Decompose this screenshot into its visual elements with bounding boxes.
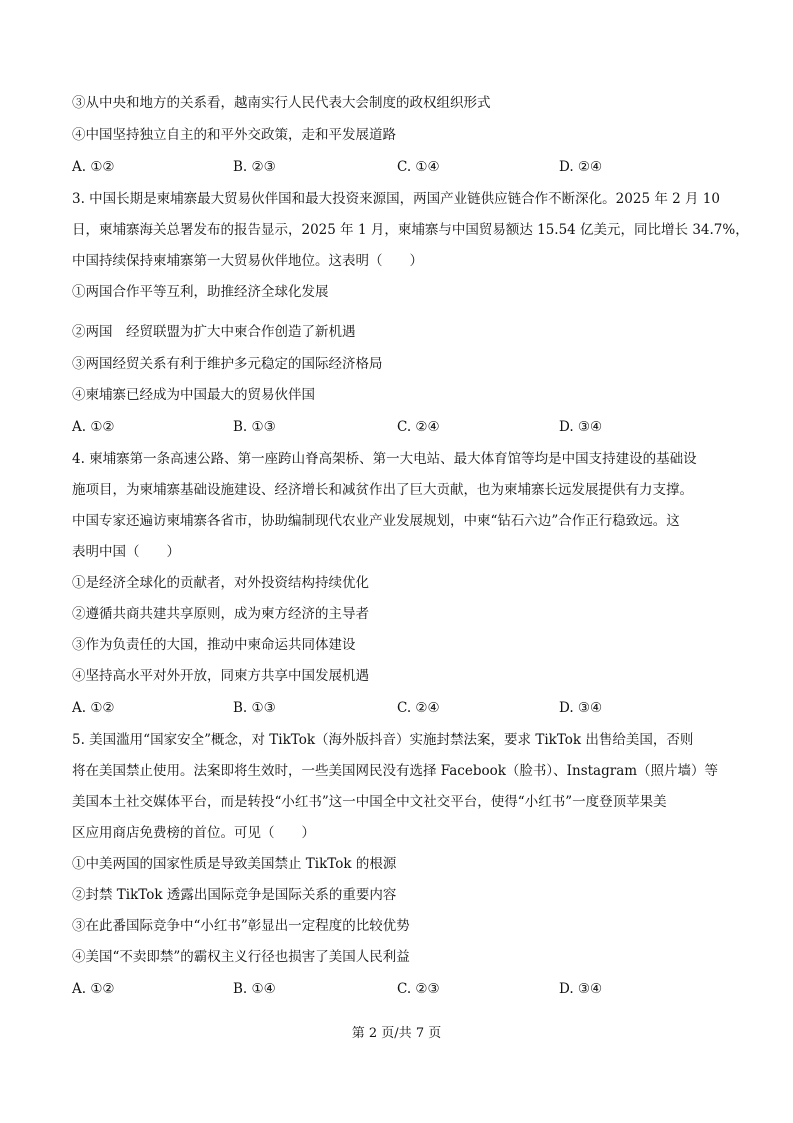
q2-item-4: ④中国坚持独立自主的和平外交政策，走和平发展道路 bbox=[72, 127, 396, 143]
q3-item-4: ④柬埔寨已经成为中国最大的贸易伙伴国 bbox=[72, 387, 315, 403]
q2-option-d: D. ②④ bbox=[559, 159, 603, 175]
q4-option-b: B. ①③ bbox=[233, 700, 276, 716]
q5-options bbox=[72, 979, 722, 999]
q4-item-4: ④坚持高水平对外开放，同柬方共享中国发展机遇 bbox=[72, 668, 369, 684]
q5-option-d: D. ③④ bbox=[559, 981, 603, 997]
q4-option-d: D. ③④ bbox=[559, 700, 603, 716]
q4-stem-line-1: 4. 柬埔寨第一条高速公路、第一座跨山脊高架桥、第一大电站、最大体育馆等均是中国支持建设的基础设 bbox=[72, 451, 697, 467]
q3-item-2: ②两国 经贸联盟为扩大中柬合作创造了新机遇 bbox=[72, 324, 356, 340]
q3-option-a: A. ①② bbox=[72, 419, 115, 435]
q3-stem-line-3: 中国持续保持柬埔寨第一大贸易伙伴地位。这表明（ ） bbox=[72, 253, 423, 269]
q5-item-4: ④美国“不卖即禁”的霸权主义行径也损害了美国人民利益 bbox=[72, 949, 410, 965]
q5-item-1: ①中美两国的国家性质是导致美国禁止 TikTok 的根源 bbox=[72, 856, 397, 872]
q5-stem-line-1: 5. 美国滥用“国家安全”概念，对 TikTok（海外版抖音）实施封禁法案，要求 TikTok 出售给美国，否则 bbox=[72, 732, 694, 748]
q4-item-3: ③作为负责任的大国，推动中柬命运共同体建设 bbox=[72, 637, 356, 653]
q5-option-c: C. ②③ bbox=[397, 981, 440, 997]
q2-options bbox=[72, 157, 722, 177]
q5-option-a: A. ①② bbox=[72, 981, 115, 997]
q5-option-b: B. ①④ bbox=[233, 981, 276, 997]
q4-stem-line-3: 中国专家还遍访柬埔寨各省市，协助编制现代农业产业发展规划，中柬“钻石六边”合作正行稳致远。这 bbox=[72, 513, 680, 529]
q4-item-1: ①是经济全球化的贡献者，对外投资结构持续优化 bbox=[72, 575, 369, 591]
q4-options bbox=[72, 698, 722, 718]
q3-stem-line-1: 3. 中国长期是柬埔寨最大贸易伙伴国和最大投资来源国，两国产业链供应链合作不断深化。2025 年 2 月 10 bbox=[72, 191, 720, 207]
q2-option-a: A. ①② bbox=[72, 159, 115, 175]
q5-item-3: ③在此番国际竞争中“小红书”彰显出一定程度的比较优势 bbox=[72, 918, 410, 934]
q5-stem-line-2: 将在美国禁止使用。法案即将生效时，一些美国网民没有选择 Facebook（脸书）、Instagram（照片墙）等 bbox=[72, 763, 719, 779]
q4-item-2: ②遵循共商共建共享原则，成为柬方经济的主导者 bbox=[72, 606, 369, 622]
q3-item-3: ③两国经贸关系有利于维护多元稳定的国际经济格局 bbox=[72, 356, 383, 372]
q4-stem-line-2: 施项目，为柬埔寨基础设施建设、经济增长和减贫作出了巨大贡献，也为柬埔寨长远发展提供有力支撑。 bbox=[72, 482, 693, 498]
page-number: 第 2 页/共 7 页 bbox=[351, 1026, 442, 1041]
q3-stem-line-2: 日，柬埔寨海关总署发布的报告显示，2025 年 1 月，柬埔寨与中国贸易额达 15.54 亿美元，同比增长 34.7%， bbox=[72, 222, 749, 238]
q5-stem-line-4: 区应用商店免费榜的首位。可见（ ） bbox=[72, 825, 315, 841]
q5-item-2: ②封禁 TikTok 透露出国际竞争是国际关系的重要内容 bbox=[72, 887, 397, 903]
q3-item-1: ①两国合作平等互利，助推经济全球化发展 bbox=[72, 284, 329, 300]
q4-option-c: C. ②④ bbox=[397, 700, 440, 716]
q3-option-d: D. ③④ bbox=[559, 419, 603, 435]
q5-stem-line-3: 美国本土社交媒体平台，而是转投“小红书”这一中国全中文社交平台，使得“小红书”一度登顶苹果美 bbox=[72, 794, 667, 810]
q4-option-a: A. ①② bbox=[72, 700, 115, 716]
q3-option-c: C. ②④ bbox=[397, 419, 440, 435]
q3-option-b: B. ①③ bbox=[233, 419, 276, 435]
q2-option-b: B. ②③ bbox=[233, 159, 276, 175]
q2-item-3: ③从中央和地方的关系看，越南实行人民代表大会制度的政权组织形式 bbox=[72, 95, 491, 111]
q4-stem-line-4: 表明中国（ ） bbox=[72, 544, 180, 560]
q2-option-c: C. ①④ bbox=[397, 159, 440, 175]
q3-options bbox=[72, 417, 722, 437]
